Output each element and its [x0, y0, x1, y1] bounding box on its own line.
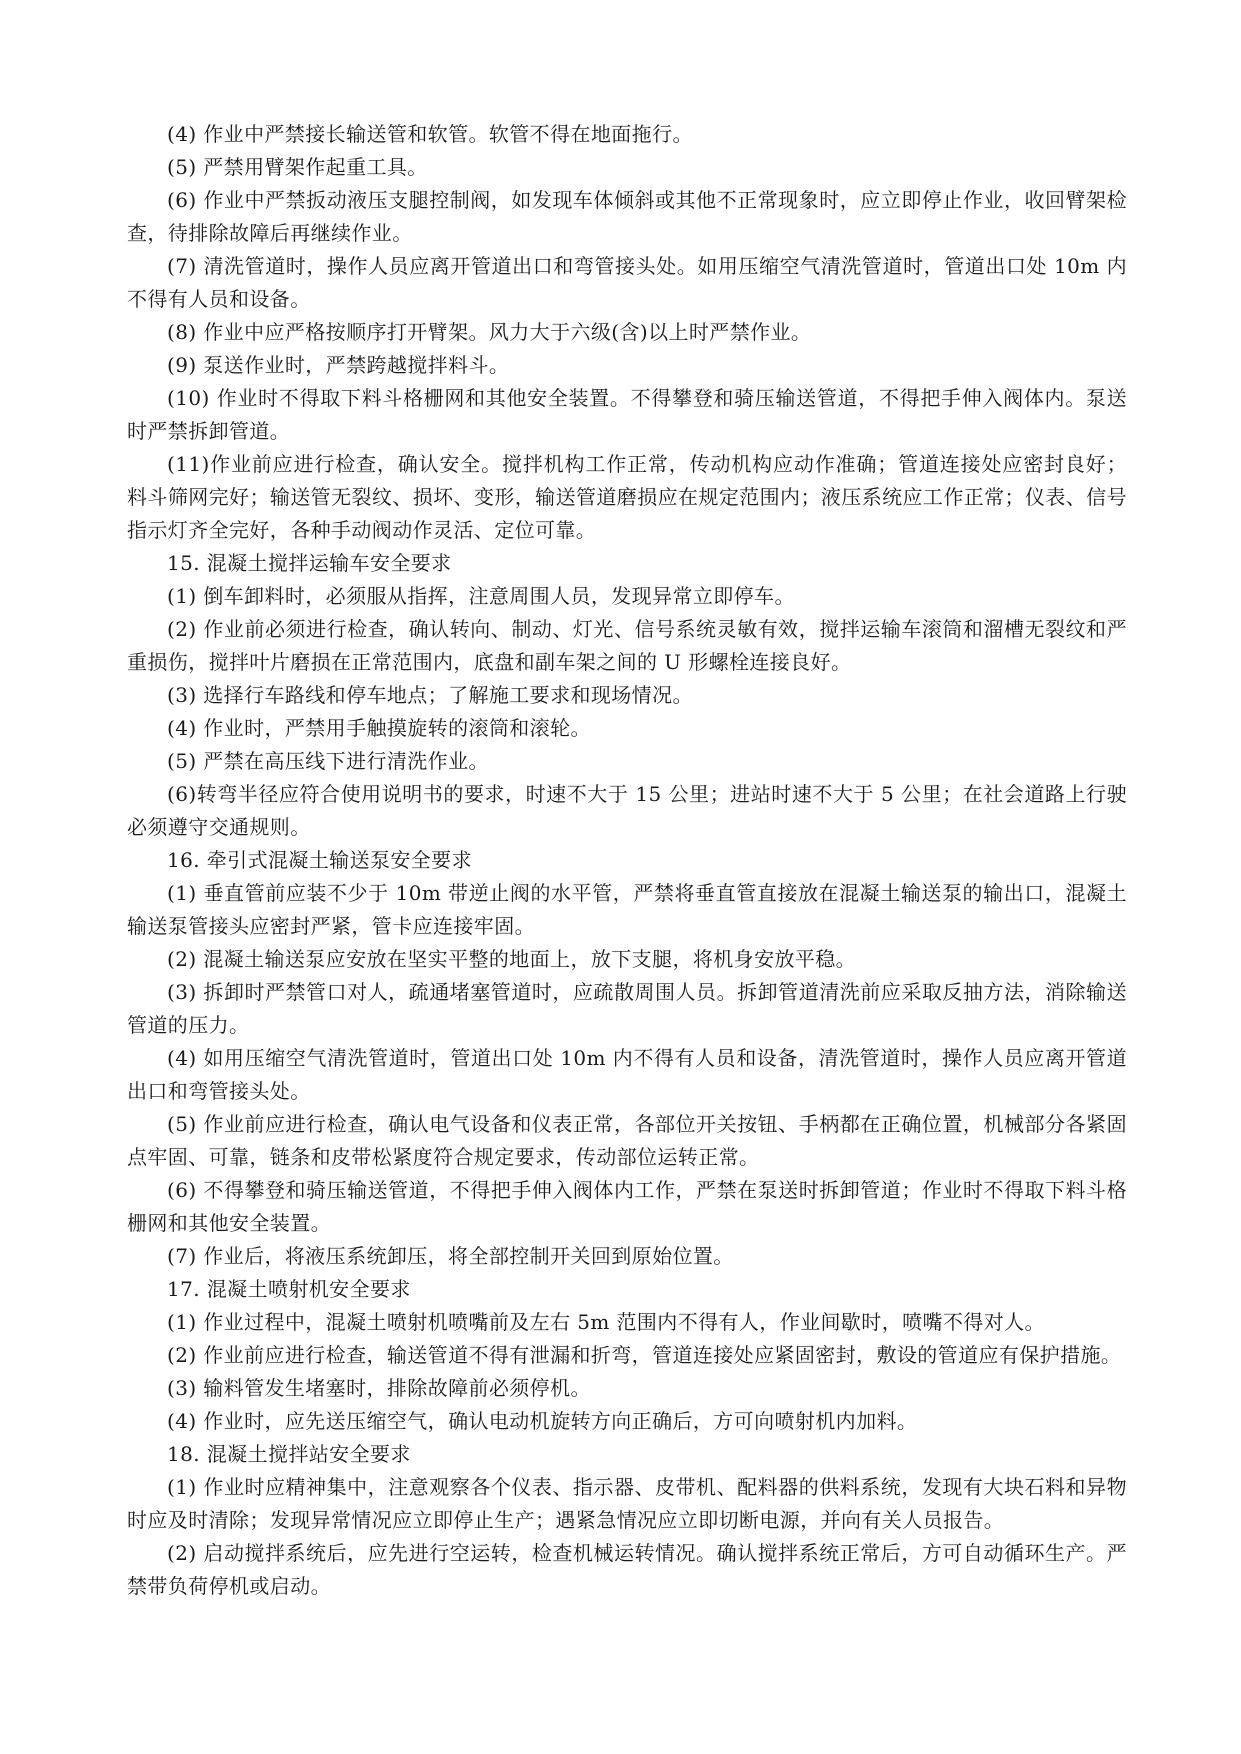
paragraph-16-item-2: (2) 混凝土输送泵应安放在坚实平整的地面上，放下支腿，将机身安放平稳。	[167, 947, 857, 971]
paragraph-15-item-5: (5) 严禁在高压线下进行清洗作业。	[167, 749, 489, 773]
paragraph-15-item-6: (6)转弯半径应符合使用说明书的要求，时速不大于 15 公里；进站时速不大于 5 公里；在社会道路上行驶必须遵守交通规则。	[127, 782, 1127, 839]
paragraph-16-item-3: (3) 拆卸时严禁管口对人，疏通堵塞管道时，应疏散周围人员。拆卸管道清洗前应采取反抽方法，消除输送管道的压力。	[127, 980, 1127, 1037]
paragraph-16-item-1: (1) 垂直管前应装不少于 10m 带逆止阀的水平管，严禁将垂直管直接放在混凝土输送泵的输出口，混凝土输送泵管接头应密封严紧，管卡应连接牢固。	[127, 881, 1127, 938]
section-heading-16: 16. 牵引式混凝土输送泵安全要求	[167, 848, 472, 872]
paragraph-15-item-2: (2) 作业前必须进行检查，确认转向、制动、灯光、信号系统灵敏有效，搅拌运输车滚筒和溜槽无裂纹和严重损伤，搅拌叶片磨损在正常范围内，底盘和副车架之间的 U 形螺栓连接良好。	[127, 617, 1127, 674]
paragraph-item-7: (7) 清洗管道时，操作人员应离开管道出口和弯管接头处。如用压缩空气清洗管道时，管道出口处 10m 内不得有人员和设备。	[127, 254, 1127, 311]
paragraph-17-item-3: (3) 输料管发生堵塞时，排除故障前必须停机。	[167, 1376, 591, 1400]
document-page	[127, 118, 1127, 1603]
section-heading-17: 17. 混凝土喷射机安全要求	[167, 1277, 411, 1301]
paragraph-16-item-6: (6) 不得攀登和骑压输送管道，不得把手伸入阀体内工作，严禁在泵送时拆卸管道；作业时不得取下料斗格栅网和其他安全装置。	[127, 1178, 1127, 1235]
paragraph-18-item-1: (1) 作业时应精神集中，注意观察各个仪表、指示器、皮带机、配料器的供料系统，发现有大块石料和异物时应及时清除；发现异常情况应立即停止生产；遇紧急情况应立即切断电源，并向有关人员报告。	[127, 1475, 1127, 1532]
section-heading-15: 15. 混凝土搅拌运输车安全要求	[167, 551, 452, 575]
paragraph-18-item-2: (2) 启动搅拌系统后，应先进行空运转，检查机械运转情况。确认搅拌系统正常后，方可自动循环生产。严禁带负荷停机或启动。	[127, 1541, 1127, 1598]
paragraph-16-item-4: (4) 如用压缩空气清洗管道时，管道出口处 10m 内不得有人员和设备，清洗管道时，操作人员应离开管道出口和弯管接头处。	[127, 1046, 1127, 1103]
paragraph-17-item-2: (2) 作业前应进行检查，输送管道不得有泄漏和折弯，管道连接处应紧固密封，敷设的管道应有保护措施。	[167, 1343, 1122, 1367]
paragraph-item-8: (8) 作业中应严格按顺序打开臂架。风力大于六级(含)以上时严禁作业。	[167, 320, 812, 344]
paragraph-15-item-4: (4) 作业时，严禁用手触摸旋转的滚筒和滚轮。	[167, 716, 591, 740]
paragraph-16-item-5: (5) 作业前应进行检查，确认电气设备和仪表正常，各部位开关按钮、手柄都在正确位置，机械部分各紧固点牢固、可靠，链条和皮带松紧度符合规定要求，传动部位运转正常。	[127, 1112, 1127, 1169]
paragraph-item-10: (10) 作业时不得取下料斗格栅网和其他安全装置。不得攀登和骑压输送管道，不得把手伸入阀体内。泵送时严禁拆卸管道。	[127, 386, 1127, 443]
paragraph-item-6: (6) 作业中严禁扳动液压支腿控制阀，如发现车体倾斜或其他不正常现象时，应立即停止作业，收回臂架检查，待排除故障后再继续作业。	[127, 188, 1127, 245]
paragraph-15-item-3: (3) 选择行车路线和停车地点；了解施工要求和现场情况。	[167, 683, 693, 707]
paragraph-16-item-7: (7) 作业后，将液压系统卸压，将全部控制开关回到原始位置。	[167, 1244, 734, 1268]
paragraph-17-item-4: (4) 作业时，应先送压缩空气，确认电动机旋转方向正确后，方可向喷射机内加料。	[167, 1409, 918, 1433]
paragraph-17-item-1: (1) 作业过程中，混凝土喷射机喷嘴前及左右 5m 范围内不得有人，作业间歇时，喷嘴不得对人。	[167, 1310, 1045, 1334]
section-heading-18: 18. 混凝土搅拌站安全要求	[167, 1442, 411, 1466]
paragraph-item-9: (9) 泵送作业时，严禁跨越搅拌料斗。	[167, 353, 510, 377]
paragraph-15-item-1: (1) 倒车卸料时，必须服从指挥，注意周围人员，发现异常立即停车。	[167, 584, 795, 608]
paragraph-item-11: (11)作业前应进行检查，确认安全。搅拌机构工作正常，传动机构应动作准确；管道连接处应密封良好；料斗筛网完好；输送管无裂纹、损坏、变形，输送管道磨损应在规定范围内；液压系统应工作正常；仪表、信号指示灯齐全完好，各种手动阀动作灵活、定位可靠。	[127, 452, 1127, 542]
paragraph-item-4: (4) 作业中严禁接长输送管和软管。软管不得在地面拖行。	[167, 122, 693, 146]
paragraph-item-5: (5) 严禁用臂架作起重工具。	[167, 155, 428, 179]
